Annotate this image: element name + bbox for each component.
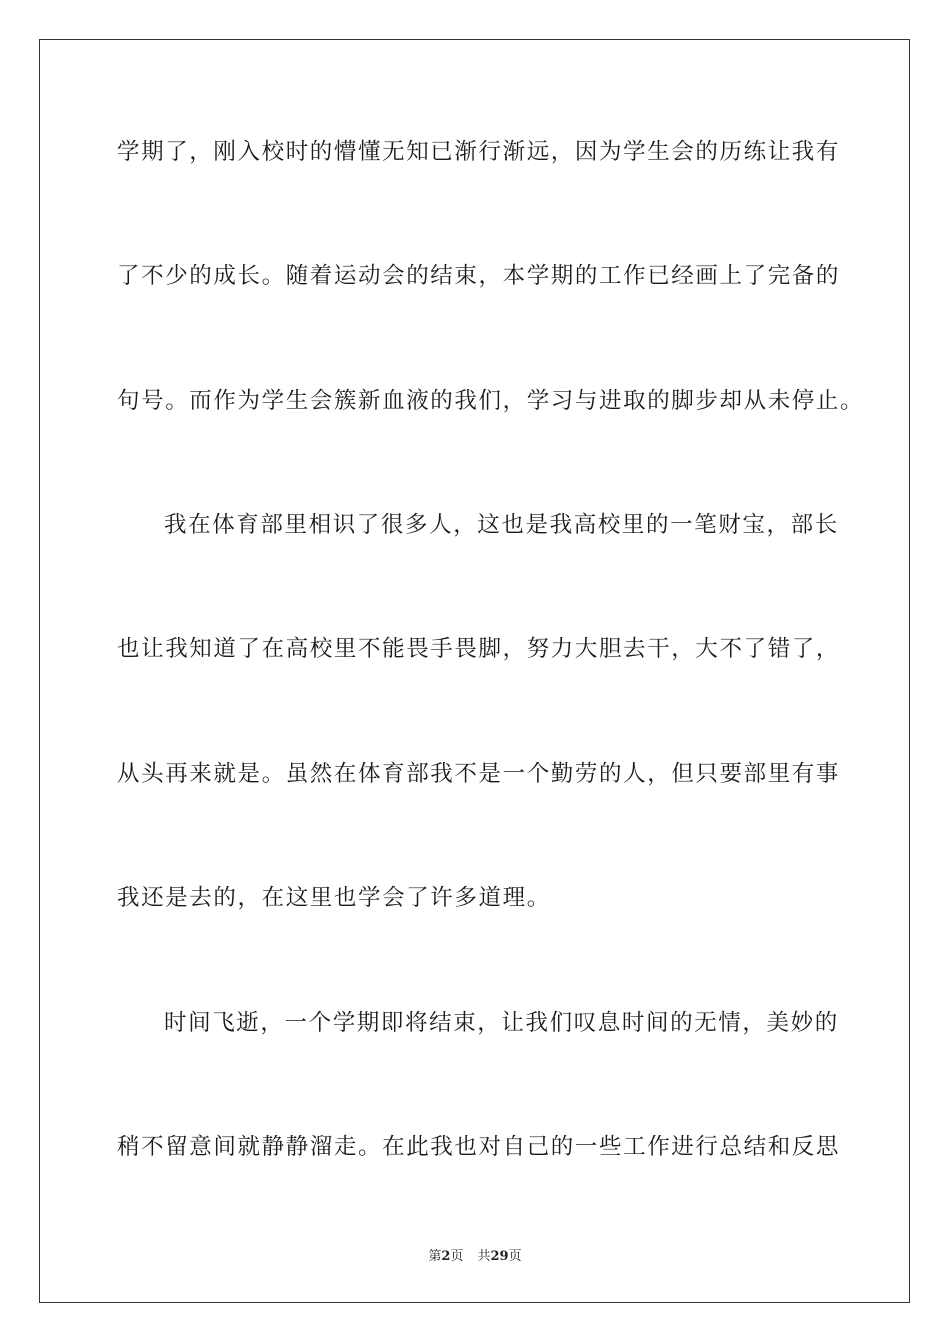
current-page-number: 2 bbox=[441, 1249, 451, 1264]
paragraph-first-line: 时间飞逝，一个学期即将结束，让我们叹息时间的无情，美妙的 bbox=[164, 1010, 839, 1036]
total-suffix: 页 bbox=[508, 1249, 522, 1264]
page-border bbox=[39, 39, 910, 1303]
text-line: 从头再来就是。虽然在体育部我不是一个勤劳的人，但只要部里有事 bbox=[117, 761, 841, 787]
page-suffix: 页 bbox=[450, 1249, 464, 1264]
page-number-footer bbox=[0, 1248, 950, 1266]
text-line: 也让我知道了在高校里不能畏手畏脚，努力大胆去干，大不了错了， bbox=[117, 636, 841, 662]
text-line: 句号。而作为学生会簇新血液的我们，学习与进取的脚步却从未停止。 bbox=[117, 388, 865, 414]
page-prefix: 第 bbox=[428, 1249, 442, 1264]
text-line: 我还是去的，在这里也学会了许多道理。 bbox=[117, 885, 551, 911]
paragraph-first-line: 我在体育部里相识了很多人，这也是我高校里的一笔财宝，部长 bbox=[164, 512, 839, 538]
total-prefix: 共 bbox=[477, 1249, 491, 1264]
text-line: 稍不留意间就静静溜走。在此我也对自己的一些工作进行总结和反思 bbox=[117, 1134, 841, 1160]
text-line: 学期了，刚入校时的懵懂无知已渐行渐远，因为学生会的历练让我有 bbox=[117, 139, 841, 165]
total-page-count: 29 bbox=[490, 1249, 509, 1264]
text-line: 了不少的成长。随着运动会的结束，本学期的工作已经画上了完备的 bbox=[117, 263, 841, 289]
